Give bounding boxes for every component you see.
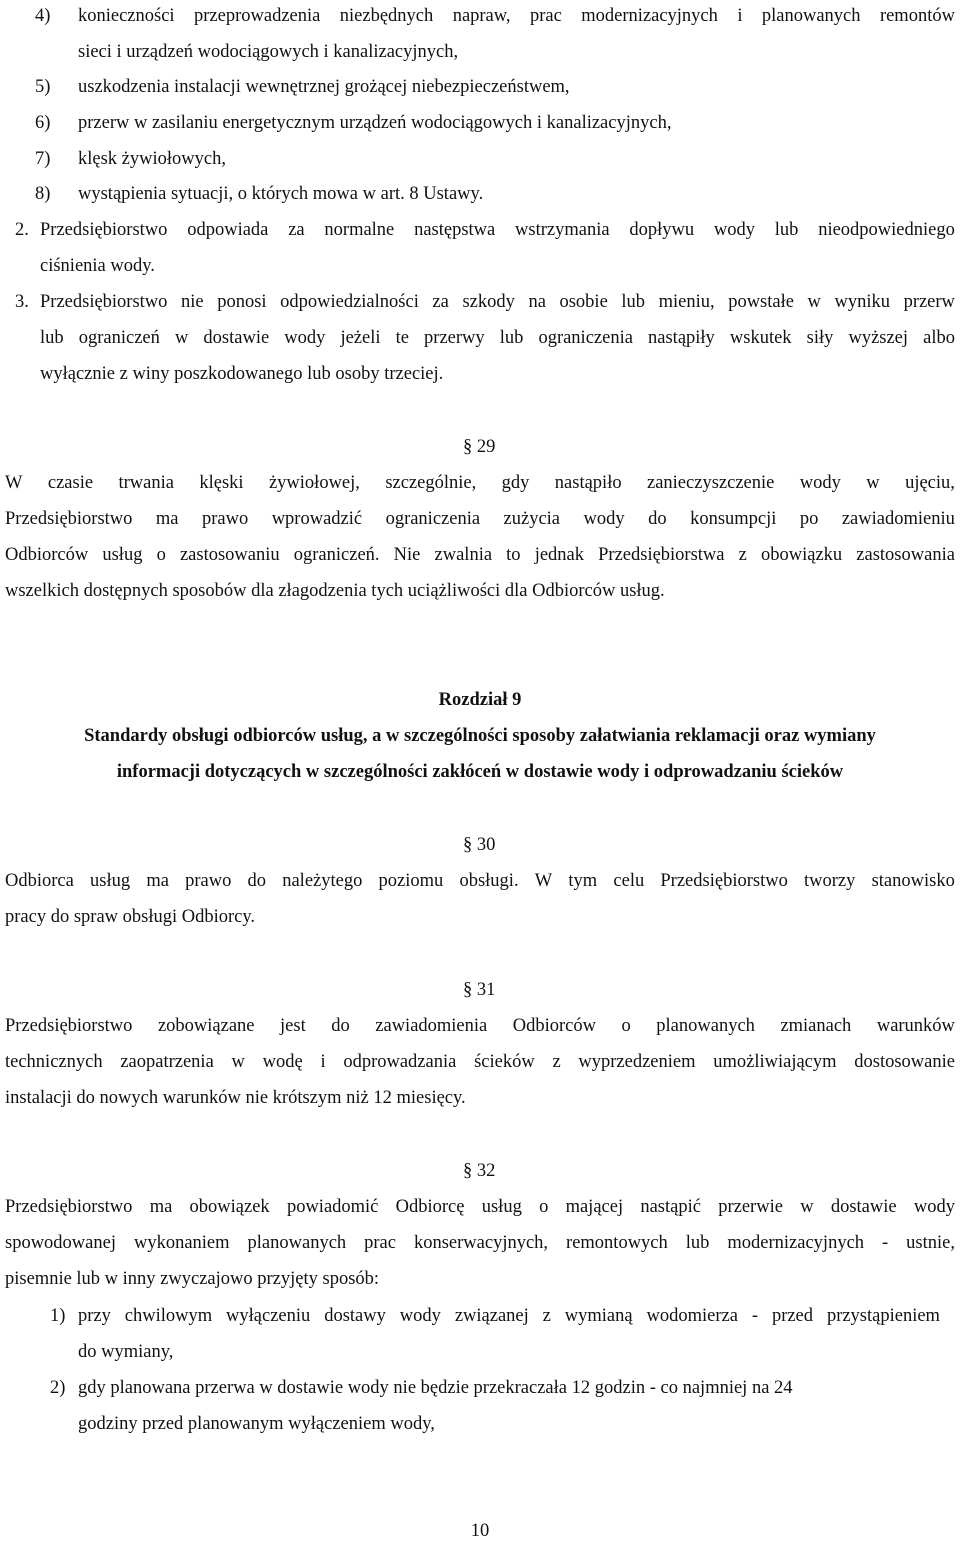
- list-item-number: 6): [35, 113, 51, 133]
- chapter-title: informacji dotyczących w szczególności zakłóceń w dostawie wody i odprowadzaniu ścieków: [116, 762, 844, 782]
- list-item-number: 8): [35, 184, 51, 204]
- list-item-number: 2): [50, 1378, 66, 1398]
- chapter-number: Rozdział 9: [438, 690, 522, 710]
- list-item-text: klęsk żywiołowych,: [78, 149, 226, 169]
- list-item-text: przerw w zasilaniu energetycznym urządzeń wodociągowych i kanalizacyjnych,: [78, 113, 672, 133]
- section-heading: § 31: [463, 980, 496, 1000]
- section-heading: § 32: [463, 1161, 496, 1181]
- paragraph-text: lub ograniczeń w dostawie wody jeżeli te przerwy lub ograniczenia nastąpiły wskutek siły wyższej albo: [40, 328, 955, 348]
- paragraph-number: 2.: [15, 220, 29, 240]
- list-item-number: 1): [50, 1306, 66, 1326]
- list-item-text: do wymiany,: [78, 1342, 174, 1362]
- paragraph-text: ciśnienia wody.: [40, 256, 155, 276]
- paragraph-text: Przedsiębiorstwo nie ponosi odpowiedzialności za szkody na osobie lub mieniu, powstałe w wyniku przerw: [40, 292, 955, 312]
- list-item-text: konieczności przeprowadzenia niezbędnych napraw, prac modernizacyjnych i planowanych remontów: [78, 6, 955, 26]
- list-item-text: gdy planowana przerwa w dostawie wody nie będzie przekraczała 12 godzin - co najmniej na 24: [78, 1378, 793, 1398]
- paragraph-text: wyłącznie z winy poszkodowanego lub osoby trzeciej.: [40, 364, 444, 384]
- list-item-text: uszkodzenia instalacji wewnętrznej grożącej niebezpieczeństwem,: [78, 77, 570, 97]
- list-item-number: 7): [35, 149, 51, 169]
- list-item-number: 5): [35, 77, 51, 97]
- list-item-text: przy chwilowym wyłączeniu dostawy wody związanej z wymianą wodomierza - przed przystąpieniem: [78, 1306, 940, 1326]
- list-item-number: 4): [35, 6, 51, 26]
- paragraph-number: 3.: [15, 292, 29, 312]
- chapter-title: Standardy obsługi odbiorców usług, a w szczególności sposoby załatwiania reklamacji oraz wymiany: [84, 726, 876, 746]
- list-item-text: sieci i urządzeń wodociągowych i kanalizacyjnych,: [78, 42, 459, 62]
- page-number: 10: [470, 1521, 490, 1541]
- section-heading: § 29: [463, 437, 496, 457]
- document-page: 4) konieczności przeprowadzenia niezbędnych napraw, prac modernizacyjnych i planowanych remontów sieci i urządzeń wodociągowych i kanalizacyjnych, 5) uszkodzenia instalacji wewnętrznej grożącej niebezpieczeństwem, 6) przerw w zasilaniu energetycznym urządzeń wodociągowych i kanalizacyjnych, 7) klęsk żywiołowych, 8) wystąpienia sytuacji, o których mowa w art. 8 Ustawy. 2. Przedsiębiorstwo odpowiada za normalne następstwa wstrzymania dopływu wody lub nieodpowiedniego ciśnienia wody. 3. Przedsiębiorstwo nie ponosi odpowiedzialności za szkody na osobie lub mieniu, powstałe w wyniku przerw lub ograniczeń w dostawie wody jeżeli te przerwy lub ograniczenia nastąpiły wskutek siły wyższej albo wyłącznie z winy poszkodowanego lub osoby trzeciej. § 29 W czasie trwania klęski żywiołowej, szczególnie, gdy nastąpiło zanieczyszczenie wody w ujęciu, Przedsiębiorstwo ma prawo wprowadzić ograniczenia zużycia wody do konsumpcji po zawiadomieniu Odbiorców usług o zastosowaniu ograniczeń. Nie zwalnia to jednak Przedsiębiorstwa z obowiązku zastosowania wszelkich dostępnych sposobów dla złagodzenia tych uciążliwości dla Odbiorców usług. Rozdział 9 Standardy obsługi odbiorców usług, a w szczególności sposoby załatwiania reklamacji oraz wymiany informacji dotyczących w szczególności zakłóceń w dostawie wody i odprowadzaniu ścieków § 30 Odbiorca usług ma prawo do należytego poziomu obsługi. W tym celu Przedsiębiorstwo tworzy stanowisko pracy do spraw obsługi Odbiorcy. § 31 Przedsiębiorstwo zobowiązane jest do zawiadomienia Odbiorców o planowanych zmianach warunków technicznych zaopatrzenia w wodę i odprowadzania ścieków z wyprzedzeniem umożliwiającym dostosowanie instalacji do nowych warunków nie krótszym niż 12 miesięcy. § 32 Przedsiębiorstwo ma obowiązek powiadomić Odbiorcę usług o mającej nastąpić przerwie w dostawie wody spowodowanej wykonaniem planowanych prac konserwacyjnych, remontowych lub modernizacyjnych - ustnie, pisemnie lub w inny zwyczajowo przyjęty sposób: 1) przy chwilowym wyłączeniu dostawy wody związanej z wymianą wodomierza - przed przystąpieniem do wymiany, 2) gdy planowana przerwa w dostawie wody nie będzie przekraczała 12 godzin - co najmniej na 24 godziny przed planowanym wyłączeniem wody, 10: [0, 0, 960, 1541]
- list-item-text: godziny przed planowanym wyłączeniem wody,: [78, 1414, 435, 1434]
- list-item-text: wystąpienia sytuacji, o których mowa w art. 8 Ustawy.: [78, 184, 484, 204]
- section-heading: § 30: [463, 835, 496, 855]
- paragraph-text: Przedsiębiorstwo odpowiada za normalne następstwa wstrzymania dopływu wody lub nieodpowiedniego: [40, 220, 955, 240]
